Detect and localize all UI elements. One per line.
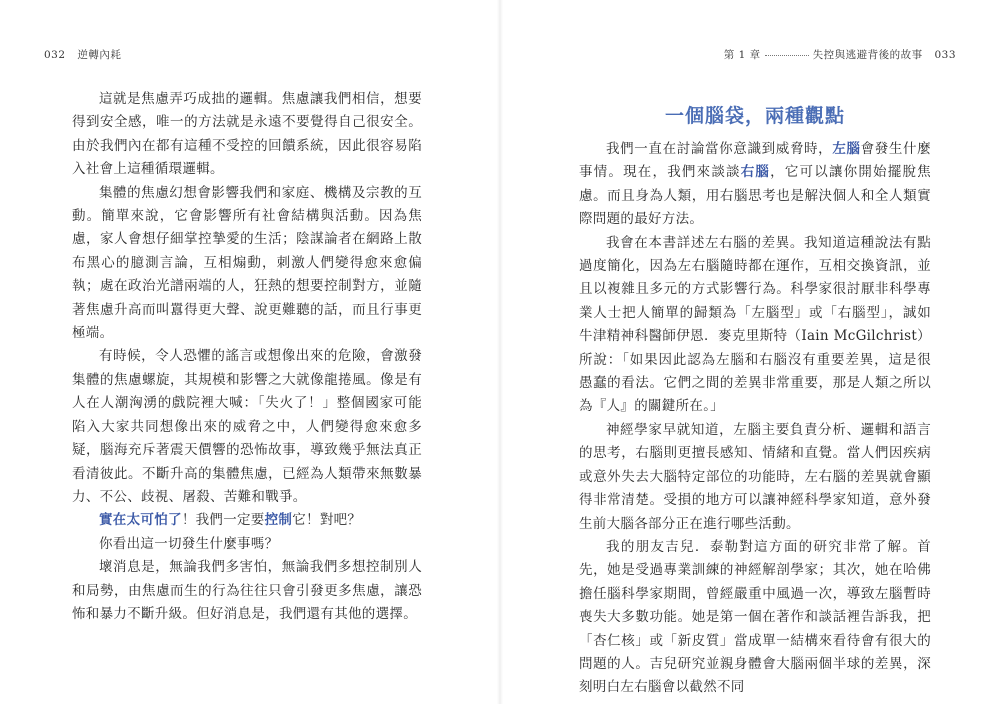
right-page-number: 033 — [934, 49, 956, 61]
emphasis-text: 左腦 — [832, 141, 861, 157]
header-divider — [765, 55, 809, 56]
left-page-number: 032 — [44, 49, 66, 61]
paragraph-text: 它！對吧？ — [292, 512, 362, 529]
left-paragraph-2: 集體的焦慮幻想會影響我們和家庭、機構及宗教的互動。簡單來說，它會影響所有社會結構與活動。因為焦慮，家人會想仔細掌控摯愛的生活；陰謀論者在網路上散布黑心的臆測言論，互相煽動，刺激人們變得愈來愈偏執；處在政治光譜兩端的人，狂熱的想要控制對方，並隨著焦慮升高而叫囂得更大聲、說更難聽的話，而且行事更極端。 — [72, 184, 422, 342]
right-paragraph-2: 我會在本書詳述左右腦的差異。我知道這種說法有點過度簡化，因為左右腦隨時都在運作，互相交換資訊，並且以複雜且多元的方式影響行為。科學家很討厭非科學專業人士把人簡單的歸類為「左腦型」或「右腦型」，誠如牛津精神科醫師伊恩．麥克里斯特（Iain McGilchrist）所說：「如果因此認為左腦和右腦沒有重要差異，這是很愚蠢的看法。它們之間的差異非常重要，那是人類之所以為『人』的關鍵所在。」 — [579, 234, 931, 415]
left-paragraph-4 — [72, 509, 422, 532]
chapter-label: 第 1 章 — [723, 49, 761, 61]
left-paragraph-5: 你看出這一切發生什麼事嗎？ — [99, 535, 279, 552]
paragraph-text: ，它可以讓你開始擺脫焦慮。而且身為人類，用右腦思考也是解決個人和全人類實際問題的最好方法。 — [579, 164, 931, 228]
left-running-head — [44, 47, 121, 62]
paragraph-text: 會發生什麼事情。現在，我們來談談 — [579, 141, 931, 181]
book-title: 逆轉內耗 — [77, 49, 122, 61]
chapter-title: 失控與逃避背後的故事 — [812, 49, 923, 61]
right-paragraph-1 — [579, 138, 931, 232]
right-paragraph-3: 神經學家早就知道，左腦主要負責分析、邏輯和語言的思考，右腦則更擅長感知、情緒和直覺。當人們因疾病或意外失去大腦特定部位的功能時，左右腦的差異就會顯得非常清楚。受損的地方可以讓神經科學家知道，意外發生前大腦各部分正在進行哪些活動。 — [579, 421, 931, 532]
paragraph-text: ！我們一定要 — [181, 512, 265, 529]
emphasis-text: 實在太可怕了 — [99, 512, 182, 529]
right-paragraph-4: 我的朋友吉兒．泰勒對這方面的研究非常了解。首先，她是受過專業訓練的神經解剖學家；其次，她在哈佛擔任腦科學家期間，曾經嚴重中風過一次，導致左腦暫時喪失大多數功能。她是第一個在著作和談話裡告訴我，把「杏仁核」或「新皮質」當成單一結構來看待會有很大的問題的人。吉兒研究並親身體會大腦兩個半球的差異，深刻明白左右腦會以截然不同 — [579, 538, 931, 696]
left-paragraph-6: 壞消息是，無論我們多害怕，無論我們多想控制別人和局勢，由焦慮而生的行為往往只會引發更多焦慮，讓恐怖和暴力不斷升級。但好消息是，我們還有其他的選擇。 — [72, 559, 422, 622]
right-page — [500, 0, 1000, 704]
right-body-text — [579, 102, 931, 700]
section-heading: 一個腦袋，兩種觀點 — [664, 105, 845, 127]
left-paragraph-3: 有時候，令人恐懼的謠言或想像出來的危險，會激發集體的焦慮螺旋，其規模和影響之大就像龍捲風。像是有人在人潮洶湧的戲院裡大喊：「失火了！」整個國家可能陷入大家共同想像出來的威脅之中，人們變得愈來愈多疑，腦海充斥著震天價響的恐怖故事，導致幾乎無法真正看清彼此。不斷升高的集體焦慮，已經為人類帶來無數暴力、不公、歧視、屠殺、苦難和戰爭。 — [72, 348, 422, 505]
paragraph-text: 我們一直在討論當你意識到威脅時， — [606, 141, 833, 157]
left-body-text — [72, 88, 422, 626]
emphasis-text: 右腦 — [740, 164, 771, 181]
emphasis-text: 控制 — [264, 512, 293, 529]
left-paragraph-1: 這就是焦慮弄巧成拙的邏輯。焦慮讓我們相信，想要得到安全感，唯一的方法就是永遠不要覺得自己很安全。由於我們內在都有這種不受控的回饋系統，因此很容易陷入社會上這種循環邏輯。 — [72, 91, 422, 178]
right-running-head — [724, 47, 956, 62]
